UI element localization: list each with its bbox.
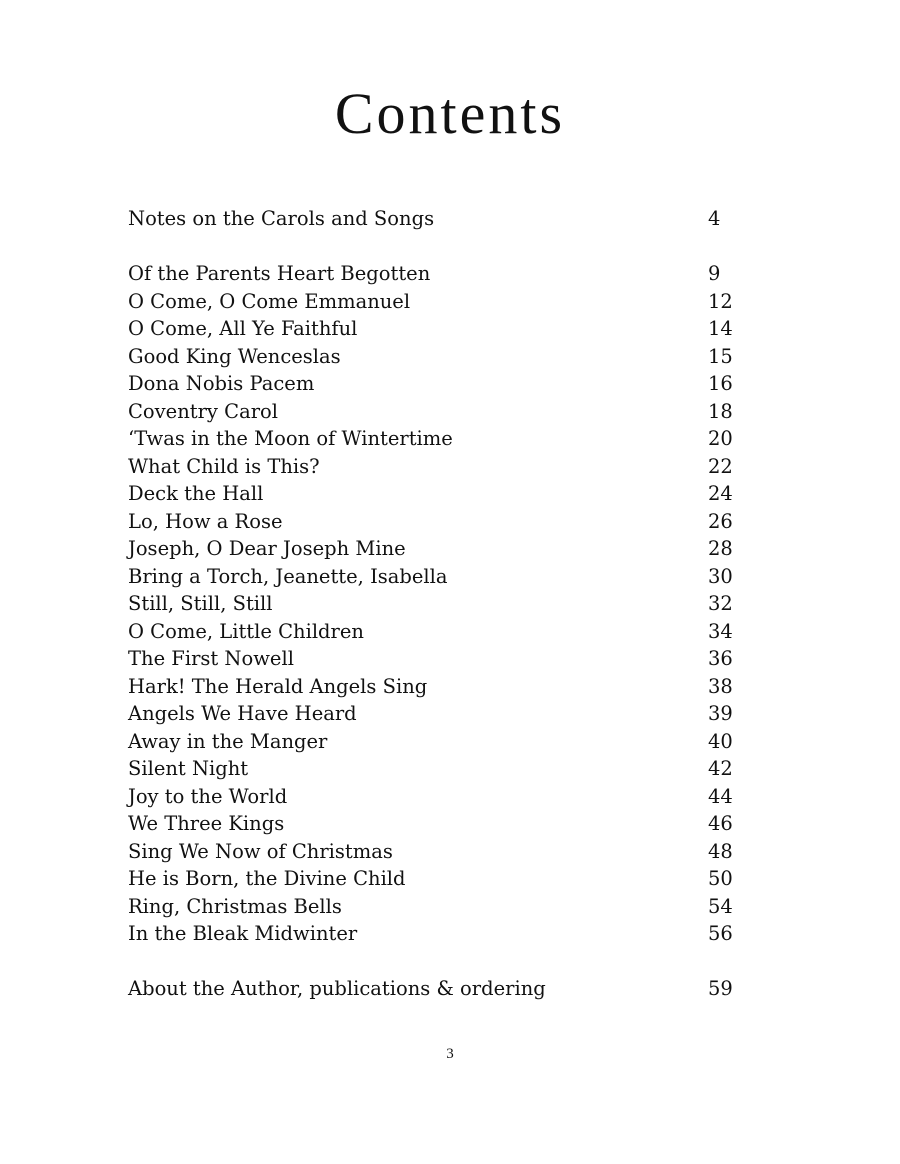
toc-entry-title: Of the Parents Heart Begotten <box>128 262 431 285</box>
toc-entry-page: 46 <box>708 812 733 835</box>
toc-entry-title: O Come, All Ye Faithful <box>128 317 358 340</box>
toc-entry-page: 30 <box>708 564 733 588</box>
toc-entry-page: 16 <box>708 372 733 395</box>
toc-entry-page: 38 <box>708 674 733 698</box>
toc-entry-title: Still, Still, Still <box>128 592 273 615</box>
page-number: 3 <box>446 1046 454 1062</box>
toc-entry <box>128 755 740 783</box>
toc-entry-page: 12 <box>708 289 733 313</box>
toc-entry-title: What Child is This? <box>128 454 320 478</box>
toc-entry <box>128 700 740 728</box>
toc-entry <box>128 590 740 618</box>
toc-entry-title: In the Bleak Midwinter <box>128 922 358 945</box>
toc-entry <box>128 645 740 673</box>
toc-entry-title: Dona Nobis Pacem <box>128 372 315 395</box>
toc-entry <box>128 728 740 756</box>
toc-entry <box>128 810 740 838</box>
toc-entry <box>128 453 740 481</box>
toc-entry-title: ‘Twas in the Moon of Wintertime <box>128 427 453 450</box>
toc-entry-page: 48 <box>708 839 733 863</box>
toc-entry <box>128 838 740 866</box>
page-title: Contents <box>334 81 566 146</box>
toc-entry-title: Silent Night <box>128 757 249 780</box>
toc-entry <box>128 343 740 371</box>
toc-entry-page: 56 <box>708 922 733 945</box>
toc-entry-page: 42 <box>708 757 733 780</box>
toc-entry-page: 9 <box>708 262 721 285</box>
toc-entry <box>128 260 740 288</box>
toc-entry-title: Notes on the Carols and Songs <box>128 207 435 230</box>
toc-entry <box>128 370 740 398</box>
toc-entry <box>128 563 740 591</box>
toc-entry-title: About the Author, publications & ordering <box>128 977 546 1000</box>
toc-entry-page: 32 <box>708 592 733 615</box>
toc-entry-title: Good King Wenceslas <box>128 344 341 368</box>
toc-entry-title: Away in the Manger <box>128 729 328 753</box>
toc-entry-title: Lo, How a Rose <box>128 509 283 533</box>
toc-entry <box>128 288 740 316</box>
toc-entry-page: 28 <box>708 537 733 560</box>
toc-entry-page: 26 <box>708 509 733 533</box>
toc-entry <box>128 480 740 508</box>
toc-entry <box>128 205 740 233</box>
toc-entry <box>128 975 740 1003</box>
toc-entry-page: 4 <box>708 207 721 230</box>
toc-entry-title: Sing We Now of Christmas <box>128 839 393 863</box>
toc-entry-page: 50 <box>708 867 733 890</box>
toc-entry-title: Joseph, O Dear Joseph Mine <box>128 537 406 560</box>
toc-entry-page: 14 <box>708 317 733 340</box>
toc-entry-page: 36 <box>708 647 733 670</box>
toc-entry-page: 44 <box>708 784 733 808</box>
toc-entry-page: 20 <box>708 427 733 450</box>
toc-entry-title: The First Nowell <box>128 647 294 670</box>
toc-entry-title: Deck the Hall <box>128 482 264 505</box>
toc-entry-page: 22 <box>708 454 733 478</box>
toc-entry-title: Coventry Carol <box>128 399 278 423</box>
table-of-contents <box>128 205 740 1003</box>
toc-entry-page: 39 <box>708 702 733 725</box>
toc-entry-title: Joy to the World <box>128 784 288 808</box>
toc-entry-title: Ring, Christmas Bells <box>128 894 342 918</box>
toc-entry-title: He is Born, the Divine Child <box>128 867 406 890</box>
toc-entry-title: Bring a Torch, Jeanette, Isabella <box>128 564 448 588</box>
toc-entry <box>128 618 740 646</box>
toc-entry-page: 18 <box>708 399 733 423</box>
toc-entry-title: We Three Kings <box>128 812 285 835</box>
toc-entry <box>128 673 740 701</box>
toc-entry <box>128 425 740 453</box>
section-gap <box>128 233 740 261</box>
toc-entry <box>128 508 740 536</box>
section-gap <box>128 948 740 976</box>
toc-entry-title: O Come, O Come Emmanuel <box>128 289 411 313</box>
toc-entry <box>128 783 740 811</box>
toc-entry-page: 59 <box>708 977 733 1000</box>
toc-entry <box>128 315 740 343</box>
toc-entry <box>128 398 740 426</box>
toc-entry <box>128 893 740 921</box>
toc-entry-page: 54 <box>708 894 733 918</box>
toc-entry-title: Angels We Have Heard <box>128 702 357 725</box>
toc-entry <box>128 920 740 948</box>
toc-entry-title: O Come, Little Children <box>128 619 364 643</box>
toc-entry <box>128 535 740 563</box>
toc-entry-title: Hark! The Herald Angels Sing <box>128 674 428 698</box>
toc-entry-page: 34 <box>708 619 733 643</box>
toc-entry-page: 15 <box>708 344 733 368</box>
toc-entry <box>128 865 740 893</box>
toc-entry-page: 24 <box>708 482 733 505</box>
toc-entry-page: 40 <box>708 729 733 753</box>
